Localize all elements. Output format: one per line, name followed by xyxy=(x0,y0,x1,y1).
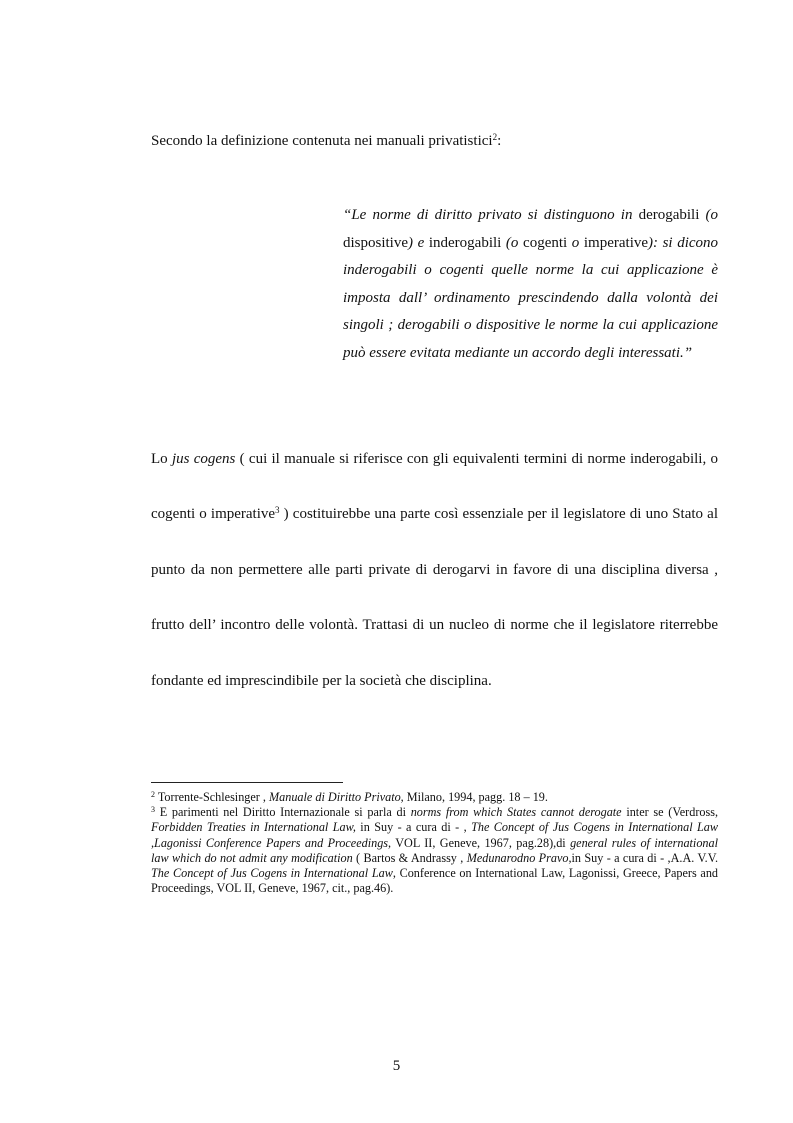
footnote-text: norms from which States cannot derogate xyxy=(410,805,622,820)
quote-part: dispositive xyxy=(343,234,409,251)
footnote-text: E parimenti nel Diritto Internazionale si parla di xyxy=(155,805,411,820)
page-number: 5 xyxy=(392,1058,401,1074)
footnote-number: 2 xyxy=(151,790,155,799)
footnote-text: ( Bartos & Andrassy , xyxy=(352,850,467,865)
footnote-ref-3[interactable]: 3 xyxy=(275,505,280,516)
footnote-text: in Suy - a cura di - ,A.A. V.V. xyxy=(571,850,718,865)
footnote-number: 3 xyxy=(151,805,155,815)
footnotes-section xyxy=(151,790,718,896)
quote-part: (o xyxy=(501,234,524,251)
quote-part: inderogabili xyxy=(428,234,502,251)
quote-part: ): si dicono inderogabili o cogenti quelle norme la cui applicazione è imposta dall’ ordinamento prescindendo dalla volontà dei singoli ; derogabili o dispositive le norme la cui applicazione può essere evitata mediante un accordo degli interessati.” xyxy=(343,234,719,361)
quote-part: “Le norme di diritto privato si distinguono in xyxy=(343,207,639,223)
intro-text: Secondo la definizione contenuta nei manuali privatistici xyxy=(151,133,493,149)
footnote-text: general rules of international law which do not admit any modification xyxy=(151,835,718,865)
footnote-text: The Concept of Jus Cogens in International Law xyxy=(151,866,393,881)
footnote-3 xyxy=(151,805,718,896)
footnote-text: VOL II, Geneve, 1967, pag.28),di xyxy=(391,835,571,850)
body-text: ( cui il manuale si riferisce con gli equivalenti termini di norme inderogabili, o cogenti o imperative xyxy=(151,451,718,523)
footnote-text: Torrente-Schlesinger , xyxy=(155,790,269,804)
footnote-text: Medunarodno Pravo, xyxy=(466,850,572,865)
footnote-text: inter se (Verdross, xyxy=(621,805,719,820)
quote-part: ) e xyxy=(408,234,429,251)
intro-end: : xyxy=(497,133,502,149)
footnote-text: in Suy - a cura di - , xyxy=(355,820,472,835)
body-emphasis: jus cogens xyxy=(171,451,236,467)
footnote-ref-2[interactable]: 2 xyxy=(492,132,498,142)
body-paragraph xyxy=(151,432,718,709)
footnote-text: Milano, 1994, pagg. 18 – 19. xyxy=(403,790,548,804)
block-quote xyxy=(343,202,718,368)
footnote-text: Manuale di Diritto Privato, xyxy=(269,790,404,804)
footnote-text: Forbidden Treaties in International Law, xyxy=(151,820,356,835)
body-text: Lo xyxy=(151,451,172,467)
footnote-text: , Conference on International Law, Lagonissi, Greece, Papers and Proceedings, VOL II, Geneve, 1967, cit., pag.46). xyxy=(151,866,719,896)
footnote-separator xyxy=(151,782,343,783)
intro-paragraph xyxy=(151,131,721,151)
quote-part: (o xyxy=(699,207,718,223)
footnote-2 xyxy=(151,790,718,805)
body-text: ) costituirebbe una parte così essenziale per il legislatore di uno Stato al punto da non permettere alle parti private di derogarvi in favore di una disciplina diversa , frutto dell’ incontro delle volontà. Trattasi di un nucleo di norme che il legislatore riterrebbe fondante ed imprescindibile per la società che disciplina. xyxy=(151,506,719,689)
quote-part: o xyxy=(567,234,584,251)
quote-part: derogabili xyxy=(638,207,700,223)
footnote-text: The Concept of Jus Cogens in International Law ,Lagonissi Conference Papers and Proceedings, xyxy=(151,820,719,850)
quote-part: imperative xyxy=(583,234,649,251)
quote-part: cogenti xyxy=(523,234,568,251)
